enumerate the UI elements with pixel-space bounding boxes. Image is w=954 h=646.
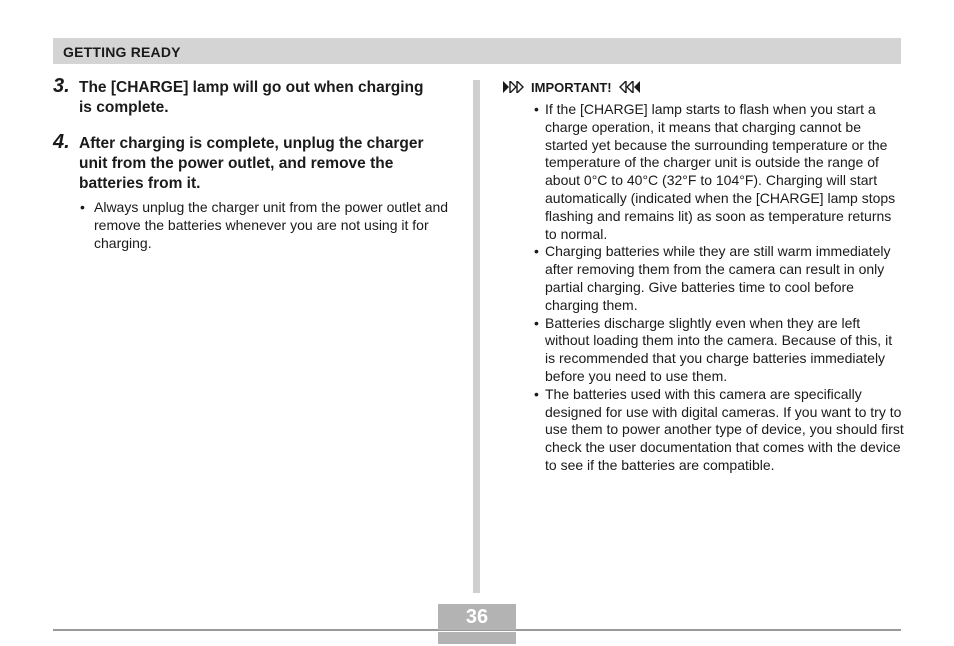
important-heading [503,78,640,96]
step-4-bullet-list [80,198,460,252]
step-4 [53,131,433,194]
step-3 [53,75,433,118]
page-number: 36 [438,604,516,630]
bullet: • [534,243,539,260]
pointer-right-icon [503,81,525,93]
section-header-bar [53,38,901,64]
bullet-text: Always unplug the charger unit from the power outlet and remove the batteries whenever you are not using it for charging. [94,199,449,251]
bullet: • [534,385,539,402]
bullet: • [80,199,85,215]
important-list [534,101,904,475]
section-title: GETTING READY [63,44,181,60]
list-item [534,315,904,386]
pointer-left-icon [618,81,640,93]
bullet-text: Batteries discharge slightly even when they are left without loading them into the camera. Because of this, it is recommended that you charge batteries immediately before you need to use them. [545,314,893,384]
bullet-text: If the [CHARGE] lamp starts to flash when you start a charge operation, it means that charging cannot be started yet because the surrounding temperature or the temperature of the charger unit is outside the range of about 0°C to 40°C (32°F to 104°F). Charging will start automatically (indicated when the [CHARGE] lamp stops flashing and remains lit) as soon as temperature returns to normal. [545,101,896,242]
important-title: IMPORTANT! [531,79,612,95]
step-number: 3. [53,75,70,97]
page-number-tab [438,632,516,644]
step-text: The [CHARGE] lamp will go out when charging is complete. [79,79,424,116]
list-item [80,198,460,252]
step-text: After charging is complete, unplug the charger unit from the power outlet, and remove the batteries from it. [79,135,424,192]
list-item [534,101,904,243]
column-divider [473,80,480,593]
list-item [534,386,904,475]
bullet: • [534,101,539,117]
bullet: • [534,314,539,331]
bullet-text: The batteries used with this camera are specifically designed for use with digital cameras. If you want to try to use them to power another type of device, you should first check the user documentation that comes with the device to see if the batteries are compatible. [545,385,904,473]
step-number: 4. [53,131,70,153]
bullet-text: Charging batteries while they are still warm immediately after removing them from the camera can result in only partial charging. Give batteries time to cool before charging them. [545,243,891,313]
list-item [534,243,904,314]
